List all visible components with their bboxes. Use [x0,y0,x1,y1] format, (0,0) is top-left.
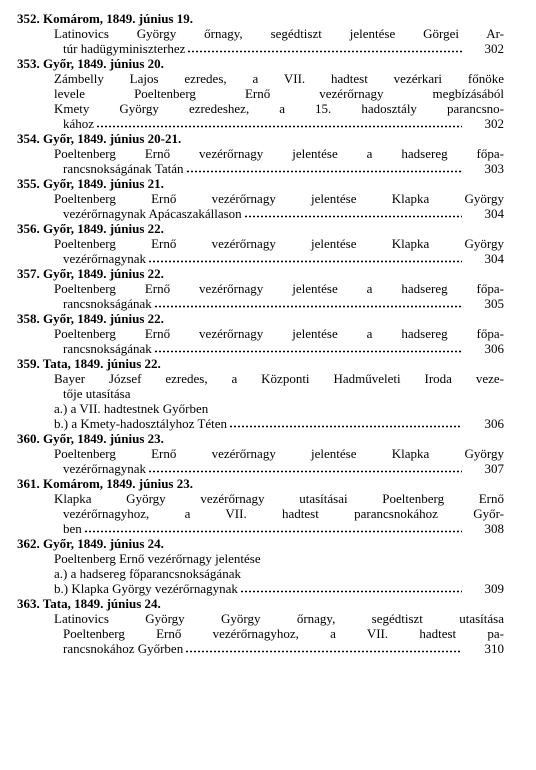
entry-text: túr hadügyminiszterhez [63,41,186,56]
entry-heading: 362. Győr, 1849. június 24. [17,536,164,551]
entry-text: b.) a Kmety-hadosztályhoz Téten [54,416,228,431]
page-number: 310 [484,641,504,656]
entry-last-line [63,461,504,476]
entry-heading: 358. Győr, 1849. június 22. [17,311,164,326]
entry-text: levele Poeltenberg Ernő vezérőrnagy megbízásából [54,86,504,101]
toc-entry [17,476,517,536]
entry-last-line [54,581,504,596]
entry-heading: 353. Győr, 1849. június 20. [17,56,164,71]
entry-text: Klapka György vezérőrnagy utasításai Poeltenberg Ernő [54,491,504,506]
entry-text: tője utasítása [63,386,131,401]
entry-text: Kmety György ezredeshez, a 15. hadosztály parancsno- [54,101,504,116]
page-number: 309 [484,581,504,596]
toc-entry [17,221,517,266]
entry-text: Zámbelly Lajos ezredes, a VII. hadtest vezérkari főnöke [54,71,504,86]
toc-entry [17,356,517,431]
page-number: 308 [484,521,504,536]
toc-entry [17,11,517,56]
entry-text: a.) a hadsereg főparancsnokságának [54,566,241,581]
dot-leader [185,642,462,653]
dot-leader [154,342,462,353]
toc-entry [17,431,517,476]
entry-last-line [63,341,504,356]
dot-leader [148,462,462,473]
page-number: 307 [484,461,504,476]
entry-text: vezérőrnagynak [63,461,147,476]
entry-heading: 361. Komárom, 1849. június 23. [17,476,193,491]
entry-text: Bayer József ezredes, a Központi Hadműveleti Iroda veze- [54,371,504,386]
dot-leader [154,297,462,308]
page-number: 302 [484,116,504,131]
page-number: 303 [484,161,504,176]
entry-text: rancsnokságának [63,341,152,356]
toc-entry [17,56,517,131]
entry-text: kához [63,116,95,131]
entry-last-line [63,206,504,221]
entry-text: Poeltenberg Ernő vezérőrnagy jelentése a hadsereg főpa- [54,281,504,296]
entry-text: rancsnokához Győrben [63,641,184,656]
dot-leader [186,162,463,173]
dot-leader [240,582,462,593]
entry-text: vezérőrnagyhoz, a VII. hadtest parancsnokához Győr- [63,506,504,521]
entry-last-line [63,641,504,656]
entry-heading: 360. Győr, 1849. június 23. [17,431,164,446]
dot-leader [96,117,462,128]
entry-last-line [63,521,504,536]
entry-heading: 363. Tata, 1849. június 24. [17,596,161,611]
entry-heading: 356. Győr, 1849. június 22. [17,221,164,236]
entry-text: rancsnokságának [63,296,152,311]
entry-text: b.) Klapka György vezérőrnagynak [54,581,238,596]
entry-text: ben [63,521,82,536]
entry-heading: 359. Tata, 1849. június 22. [17,356,161,371]
entry-heading: 357. Győr, 1849. június 22. [17,266,164,281]
dot-leader [84,522,462,533]
entry-text: vezérőrnagynak Apácaszakállason [63,206,242,221]
entry-text: Poeltenberg Ernő vezérőrnagy jelentése Klapka György [54,446,504,461]
table-of-contents [17,11,517,656]
page-number: 304 [484,251,504,266]
page-number: 305 [484,296,504,311]
entry-text: Poeltenberg Ernő vezérőrnagyhoz, a VII. hadtest pa- [63,626,504,641]
entry-text: vezérőrnagynak [63,251,147,266]
entry-text: Latinovics György őrnagy, segédtiszt jelentése Görgei Ar- [54,26,504,41]
entry-text: Latinovics György György őrnagy, segédtiszt utasítása [54,611,504,626]
entry-last-line [63,251,504,266]
entry-heading: 352. Komárom, 1849. június 19. [17,11,193,26]
entry-text: Poeltenberg Ernő vezérőrnagy jelentése a hadsereg főpa- [54,326,504,341]
entry-text: rancsnokságának Tatán [63,161,184,176]
entry-heading: 355. Győr, 1849. június 21. [17,176,164,191]
toc-entry [17,596,517,656]
dot-leader [187,42,462,53]
entry-text: a.) a VII. hadtestnek Győrben [54,401,209,416]
entry-text: Poeltenberg Ernő vezérőrnagy jelentése a hadsereg főpa- [54,146,504,161]
toc-entry [17,536,517,596]
toc-entry [17,266,517,311]
entry-last-line [63,161,504,176]
toc-entry [17,176,517,221]
page-number: 304 [484,206,504,221]
page-number: 306 [484,341,504,356]
entry-text: Poeltenberg Ernő vezérőrnagy jelentése Klapka György [54,236,504,251]
entry-text: Poeltenberg Ernő vezérőrnagy jelentése Klapka György [54,191,504,206]
toc-entry [17,311,517,356]
entry-last-line [63,41,504,56]
page-number: 302 [484,41,504,56]
entry-heading: 354. Győr, 1849. június 20-21. [17,131,182,146]
dot-leader [148,252,462,263]
entry-last-line [63,116,504,131]
page-number: 306 [484,416,504,431]
entry-last-line [54,416,504,431]
dot-leader [244,207,462,218]
dot-leader [229,417,462,428]
toc-entry [17,131,517,176]
entry-last-line [63,296,504,311]
entry-text: Poeltenberg Ernő vezérőrnagy jelentése [54,551,261,566]
